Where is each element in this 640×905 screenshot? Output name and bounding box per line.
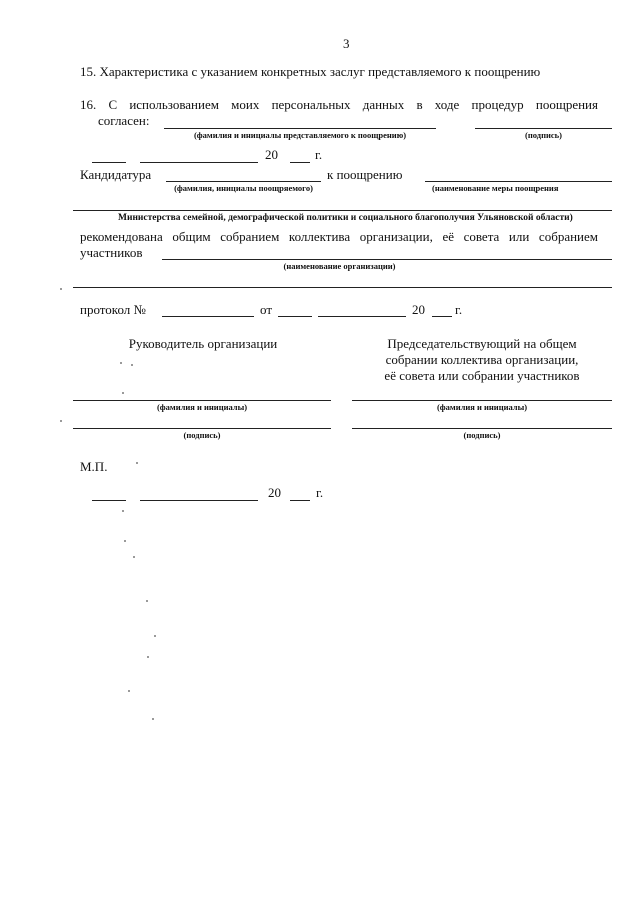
scan-speck <box>122 510 124 512</box>
candidacy-award-line <box>425 181 612 182</box>
recommended-text-line2: участников <box>80 245 143 260</box>
head-signature-line <box>73 428 331 429</box>
protocol-month-line <box>318 316 406 317</box>
candidacy-name-caption: (фамилия, инициалы поощряемого) <box>174 183 313 193</box>
head-signature-caption: (подпись) <box>183 430 221 440</box>
protocol-year-prefix: 20 <box>412 302 425 317</box>
candidacy-name-line <box>166 181 321 182</box>
organization-caption: (наименование организации) <box>283 261 396 271</box>
stamp-year-suffix: г. <box>316 485 324 500</box>
consent-text-line2: согласен: <box>98 113 150 128</box>
consent-signature-caption: (подпись) <box>525 130 562 140</box>
scan-speck <box>60 420 62 422</box>
chair-title-line3: её совета или собрании участников <box>384 368 580 383</box>
head-name-caption: (фамилия и инициалы) <box>156 402 248 412</box>
consent-year-line <box>290 162 310 163</box>
chair-title-line2: собрании коллектива организации, <box>385 352 579 367</box>
head-name-line <box>73 400 331 401</box>
candidacy-award-caption: (наименование меры поощрения <box>432 183 559 193</box>
candidacy-to-award: к поощрению <box>327 167 403 182</box>
consent-year-suffix: г. <box>315 147 323 162</box>
scan-speck <box>154 635 156 637</box>
chair-name-caption: (фамилия и инициалы) <box>436 402 528 412</box>
consent-name-line <box>164 128 436 129</box>
protocol-number-line <box>162 316 254 317</box>
scan-speck <box>60 288 62 290</box>
consent-name-caption: (фамилия и инициалы представляемого к поощрению) <box>193 130 407 140</box>
scan-speck <box>147 656 149 658</box>
scan-speck <box>146 600 148 602</box>
item-15-heading: 15. Характеристика с указанием конкретных заслуг представляемого к поощрению <box>80 64 541 79</box>
consent-signature-line <box>475 128 612 129</box>
chair-signature-caption: (подпись) <box>463 430 501 440</box>
scan-speck <box>124 540 126 542</box>
chair-name-line <box>352 400 612 401</box>
protocol-year-suffix: г. <box>455 302 463 317</box>
protocol-day-line <box>278 316 312 317</box>
head-title: Руководитель организации <box>128 336 278 351</box>
organization-line-2 <box>73 287 612 288</box>
page-number: 3 <box>343 36 350 51</box>
consent-month-line <box>140 162 258 163</box>
scan-speck <box>152 718 154 720</box>
scan-speck <box>120 362 122 364</box>
stamp-day-line <box>92 500 126 501</box>
protocol-label: протокол № <box>80 302 146 317</box>
ministry-line <box>73 210 612 211</box>
protocol-year-line <box>432 316 452 317</box>
organization-line <box>162 259 612 260</box>
chair-title-line1: Председательствующий на общем <box>387 336 577 351</box>
scan-speck <box>136 462 138 464</box>
stamp-year-prefix: 20 <box>268 485 281 500</box>
recommended-text-line1: рекомендована общим собранием коллектива организации, её совета или собранием <box>80 229 598 244</box>
consent-year-prefix: 20 <box>265 147 278 162</box>
consent-day-line <box>92 162 126 163</box>
scan-speck <box>133 556 135 558</box>
scan-speck <box>131 364 133 366</box>
stamp-year-line <box>290 500 310 501</box>
candidacy-label: Кандидатура <box>80 167 152 182</box>
ministry-text: Министерства семейной, демографической политики и социального благополучия Ульяновской области) <box>118 213 573 223</box>
stamp-label: М.П. <box>80 459 108 474</box>
stamp-month-line <box>140 500 258 501</box>
consent-text-line1: 16. С использованием моих персональных данных в ходе процедур поощрения <box>80 97 598 112</box>
chair-signature-line <box>352 428 612 429</box>
scan-speck <box>122 392 124 394</box>
protocol-from: от <box>260 302 273 317</box>
scan-speck <box>128 690 130 692</box>
